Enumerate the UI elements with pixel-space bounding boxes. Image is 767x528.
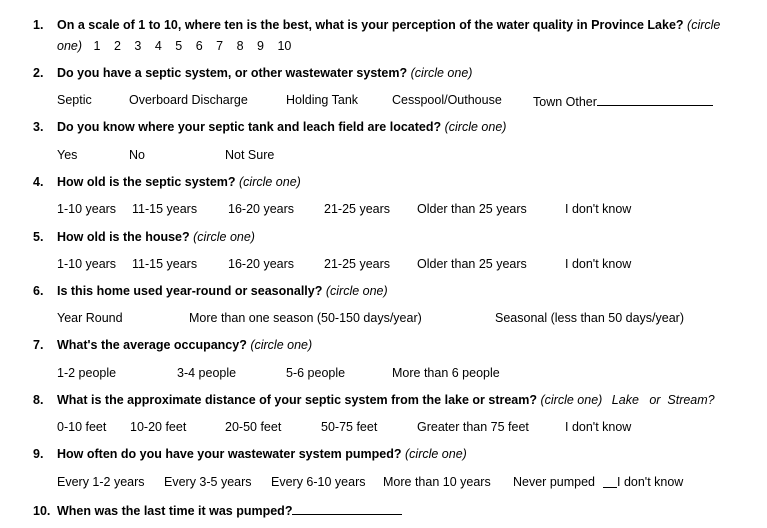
question-hint: (circle one) [325, 284, 388, 298]
option-dont-know[interactable]: I don't know [617, 475, 684, 489]
option-more-than-10-years[interactable]: More than 10 years [383, 475, 491, 489]
option-not-sure[interactable]: Not Sure [225, 148, 275, 162]
option-5-6-people[interactable]: 5-6 people [286, 366, 346, 380]
option-every-6-10-years[interactable]: Every 6-10 years [271, 475, 366, 489]
question-hint-continued: one) [57, 39, 83, 53]
option-11-15-years[interactable]: 11-15 years [132, 202, 198, 216]
option-0-10-feet[interactable]: 0-10 feet [57, 420, 107, 434]
option-every-1-2-years[interactable]: Every 1-2 years [57, 475, 145, 489]
question-4 [33, 175, 301, 189]
scale-option-10[interactable]: 10 [277, 39, 292, 53]
option-every-3-5-years[interactable]: Every 3-5 years [164, 475, 252, 489]
option-3-4-people[interactable]: 3-4 people [177, 366, 237, 380]
question-2 [33, 66, 472, 80]
town-other-blank[interactable] [597, 93, 713, 106]
option-older-than-25-years[interactable]: Older than 25 years [417, 202, 527, 216]
question-6 [33, 284, 388, 298]
question-hint: (circle one) [410, 66, 473, 80]
question-number: 8. [33, 393, 44, 407]
scale-option-1[interactable]: 1 [93, 39, 101, 53]
option-11-15-years[interactable]: 11-15 years [132, 257, 198, 271]
option-greater-than-75-feet[interactable]: Greater than 75 feet [417, 420, 529, 434]
question-hint: (circle one) [444, 120, 507, 134]
option-16-20-years[interactable]: 16-20 years [228, 202, 295, 216]
option-dont-know[interactable]: I don't know [565, 202, 632, 216]
question-8 [33, 393, 715, 407]
option-year-round[interactable]: Year Round [57, 311, 123, 325]
scale-option-7[interactable]: 7 [216, 39, 224, 53]
question-hint: (circle one) [250, 338, 313, 352]
question-hint: (circle one) [405, 447, 467, 461]
scale-option-8[interactable]: 8 [236, 39, 244, 53]
option-more-than-6-people[interactable]: More than 6 people [392, 366, 500, 380]
question-1 [33, 18, 720, 32]
option-cesspool-outhouse[interactable]: Cesspool/Outhouse [392, 93, 502, 107]
option-older-than-25-years[interactable]: Older than 25 years [417, 257, 527, 271]
question-number: 10. [33, 504, 51, 518]
separator-blank [603, 475, 617, 488]
question-text: On a scale of 1 to 10, where ten is the best, what is your perception of the water quality in Province Lake? [57, 18, 684, 32]
question-hint: (circle one) [239, 175, 301, 189]
option-1-10-years[interactable]: 1-10 years [57, 257, 117, 271]
option-dont-know[interactable]: I don't know [565, 420, 632, 434]
question-hint: (circle one) [540, 393, 603, 407]
question-9 [33, 447, 467, 461]
option-20-50-feet[interactable]: 20-50 feet [225, 420, 282, 434]
question-text: Is this home used year-round or seasonally? [57, 284, 323, 298]
question-10 [33, 502, 402, 518]
question-number: 2. [33, 66, 44, 80]
option-no[interactable]: No [129, 148, 145, 162]
question-7 [33, 338, 312, 352]
option-1-2-people[interactable]: 1-2 people [57, 366, 117, 380]
lake-or-stream[interactable]: Lake or Stream? [611, 393, 715, 407]
option-50-75-feet[interactable]: 50-75 feet [321, 420, 378, 434]
scale-option-9[interactable]: 9 [257, 39, 264, 53]
question-hint: (circle [687, 18, 721, 32]
question-number: 7. [33, 338, 44, 352]
option-21-25-years[interactable]: 21-25 years [324, 257, 391, 271]
question-number: 5. [33, 230, 44, 244]
scale-option-6[interactable]: 6 [195, 39, 203, 53]
option-holding-tank[interactable]: Holding Tank [286, 93, 359, 107]
question-text: How old is the septic system? [57, 175, 236, 189]
option-overboard-discharge[interactable]: Overboard Discharge [129, 93, 248, 107]
option-more-than-one-season[interactable]: More than one season (50-150 days/year) [189, 311, 422, 325]
question-text: Do you know where your septic tank and leach field are located? [57, 120, 442, 134]
question-text: How old is the house? [57, 230, 190, 244]
option-yes[interactable]: Yes [57, 148, 78, 162]
question-number: 1. [33, 18, 44, 32]
scale-option-4[interactable]: 4 [154, 39, 162, 53]
question-number: 6. [33, 284, 44, 298]
option-21-25-years[interactable]: 21-25 years [324, 202, 391, 216]
scale-option-3[interactable]: 3 [134, 39, 142, 53]
option-town-other[interactable]: Town Other [533, 93, 713, 109]
scale-option-5[interactable]: 5 [175, 39, 183, 53]
question-number: 4. [33, 175, 44, 189]
scale-option-2[interactable]: 2 [113, 39, 121, 53]
question-number: 3. [33, 120, 44, 134]
question-3 [33, 120, 506, 134]
option-seasonal[interactable]: Seasonal (less than 50 days/year) [495, 311, 684, 325]
question-text: Do you have a septic system, or other wastewater system? [57, 66, 408, 80]
question-5 [33, 230, 255, 244]
question-text: What's the average occupancy? [57, 338, 247, 352]
option-never-pumped[interactable]: Never pumped [513, 475, 595, 489]
last-pumped-blank[interactable] [292, 502, 402, 515]
question-hint: (circle one) [193, 230, 255, 244]
option-16-20-years[interactable]: 16-20 years [228, 257, 295, 271]
option-dont-know[interactable]: I don't know [565, 257, 632, 271]
option-septic[interactable]: Septic [57, 93, 92, 107]
option-10-20-feet[interactable]: 10-20 feet [130, 420, 187, 434]
question-number: 9. [33, 447, 44, 461]
option-1-10-years[interactable]: 1-10 years [57, 202, 117, 216]
question-text: When was the last time it was pumped? [57, 504, 293, 518]
question-1-scale [57, 39, 291, 53]
question-text: How often do you have your wastewater system pumped? [57, 447, 402, 461]
question-text: What is the approximate distance of your septic system from the lake or stream? [57, 393, 537, 407]
